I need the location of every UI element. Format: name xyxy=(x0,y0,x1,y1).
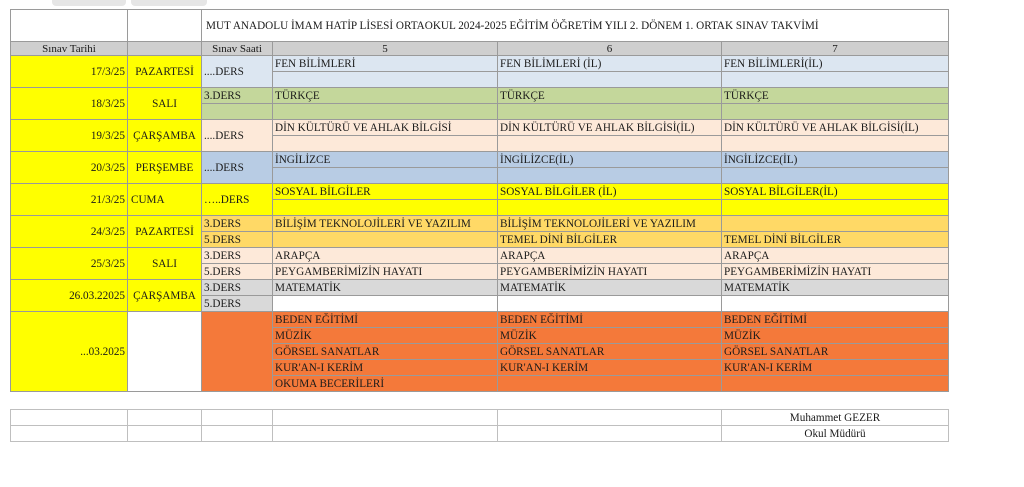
exam-date-cell[interactable]: 21/3/25 xyxy=(11,184,128,216)
exam-day-cell[interactable]: CUMA xyxy=(128,184,202,216)
schedule-row xyxy=(11,152,949,168)
final-subject-cell[interactable]: GÖRSEL SANATLAR xyxy=(722,344,949,360)
subject-cell[interactable] xyxy=(498,200,722,216)
subject-cell[interactable]: İNGİLİZCE(İL) xyxy=(722,152,949,168)
subject-cell[interactable]: BİLİŞİM TEKNOLOJİLERİ VE YAZILIM xyxy=(498,216,722,232)
subject-cell[interactable] xyxy=(498,168,722,184)
schedule-row xyxy=(11,216,949,232)
exam-day-cell[interactable]: PAZARTESİ xyxy=(128,56,202,88)
exam-schedule-table xyxy=(10,9,949,392)
final-subject-cell[interactable] xyxy=(722,376,949,392)
subject-cell[interactable]: PEYGAMBERİMİZİN HAYATI xyxy=(722,264,949,280)
exam-hour-cell[interactable]: 5.DERS xyxy=(202,232,273,248)
header-exam-date: Sınav Tarihi xyxy=(11,42,128,56)
subject-cell[interactable]: MATEMATİK xyxy=(722,280,949,296)
final-day-cell[interactable] xyxy=(128,312,202,392)
subject-cell[interactable] xyxy=(273,200,498,216)
subject-cell[interactable] xyxy=(722,216,949,232)
subject-cell[interactable] xyxy=(498,104,722,120)
principal-name[interactable]: Muhammet GEZER xyxy=(722,410,949,426)
signature-table xyxy=(10,409,949,442)
schedule-row xyxy=(11,56,949,72)
subject-cell[interactable] xyxy=(722,296,949,312)
header-row xyxy=(11,42,949,56)
final-subject-cell[interactable]: GÖRSEL SANATLAR xyxy=(273,344,498,360)
final-subject-cell[interactable]: KUR'AN-I KERİM xyxy=(498,360,722,376)
subject-cell[interactable]: TÜRKÇE xyxy=(498,88,722,104)
header-day xyxy=(128,42,202,56)
subject-cell[interactable]: TÜRKÇE xyxy=(722,88,949,104)
final-subject-cell[interactable]: MÜZİK xyxy=(273,328,498,344)
final-subject-cell[interactable] xyxy=(498,376,722,392)
exam-date-cell[interactable]: 19/3/25 xyxy=(11,120,128,152)
subject-cell[interactable]: ARAPÇA xyxy=(273,248,498,264)
final-subject-cell[interactable]: KUR'AN-I KERİM xyxy=(722,360,949,376)
final-subject-cell[interactable]: MÜZİK xyxy=(722,328,949,344)
subject-cell[interactable] xyxy=(722,168,949,184)
header-grade-5: 5 xyxy=(273,42,498,56)
title-empty-cell xyxy=(11,10,128,42)
final-subject-cell[interactable]: OKUMA BECERİLERİ xyxy=(273,376,498,392)
final-subject-cell[interactable]: MÜZİK xyxy=(498,328,722,344)
exam-day-cell[interactable]: PERŞEMBE xyxy=(128,152,202,184)
exam-hour-cell[interactable]: ....DERS xyxy=(202,152,273,184)
subject-cell[interactable]: ARAPÇA xyxy=(722,248,949,264)
empty-cell[interactable] xyxy=(128,426,202,442)
exam-day-cell[interactable]: ÇARŞAMBA xyxy=(128,120,202,152)
signature-row xyxy=(11,426,949,442)
exam-date-cell[interactable]: 17/3/25 xyxy=(11,56,128,88)
empty-cell[interactable] xyxy=(202,426,273,442)
exam-schedule-sheet xyxy=(10,9,949,392)
empty-cell[interactable] xyxy=(128,410,202,426)
title-empty-cell xyxy=(128,10,202,42)
subject-cell[interactable] xyxy=(273,72,498,88)
header-grade-7: 7 xyxy=(722,42,949,56)
signature-row xyxy=(11,410,949,426)
subject-cell[interactable]: FEN BİLİMLERİ xyxy=(273,56,498,72)
header-exam-hour: Sınav Saati xyxy=(202,42,273,56)
exam-day-cell[interactable]: SALI xyxy=(128,88,202,120)
schedule-row xyxy=(11,184,949,200)
exam-hour-cell[interactable]: 5.DERS xyxy=(202,264,273,280)
subject-cell[interactable]: SOSYAL BİLGİLER (İL) xyxy=(498,184,722,200)
final-subject-cell[interactable]: BEDEN EĞİTİMİ xyxy=(273,312,498,328)
exam-hour-cell[interactable]: 5.DERS xyxy=(202,296,273,312)
exam-date-cell[interactable]: 24/3/25 xyxy=(11,216,128,248)
final-row xyxy=(11,312,949,328)
subject-cell[interactable] xyxy=(722,200,949,216)
subject-cell[interactable]: TEMEL DİNİ BİLGİLER xyxy=(498,232,722,248)
exam-hour-cell[interactable]: ....DERS xyxy=(202,56,273,88)
subject-cell[interactable]: MATEMATİK xyxy=(273,280,498,296)
exam-hour-cell[interactable]: 3.DERS xyxy=(202,248,273,264)
exam-date-cell[interactable]: 26.03.22025 xyxy=(11,280,128,312)
subject-cell[interactable] xyxy=(273,168,498,184)
schedule-row xyxy=(11,248,949,264)
subject-cell[interactable]: DİN KÜLTÜRÜ VE AHLAK BİLGİSİ(İL) xyxy=(498,120,722,136)
subject-cell[interactable]: DİN KÜLTÜRÜ VE AHLAK BİLGİSİ xyxy=(273,120,498,136)
schedule-row xyxy=(11,88,949,104)
schedule-row xyxy=(11,280,949,296)
subject-cell[interactable]: TÜRKÇE xyxy=(273,88,498,104)
subject-cell[interactable]: TEMEL DİNİ BİLGİLER xyxy=(722,232,949,248)
empty-cell[interactable] xyxy=(11,426,128,442)
exam-hour-cell[interactable]: …..DERS xyxy=(202,184,273,216)
principal-role[interactable]: Okul Müdürü xyxy=(722,426,949,442)
empty-cell[interactable] xyxy=(202,410,273,426)
empty-cell[interactable] xyxy=(498,426,722,442)
exam-date-cell[interactable]: 20/3/25 xyxy=(11,152,128,184)
exam-date-cell[interactable]: 18/3/25 xyxy=(11,88,128,120)
exam-day-cell[interactable]: ÇARŞAMBA xyxy=(128,280,202,312)
empty-cell[interactable] xyxy=(498,410,722,426)
schedule-row xyxy=(11,120,949,136)
empty-cell[interactable] xyxy=(273,426,498,442)
subject-cell[interactable] xyxy=(273,296,498,312)
subject-cell[interactable] xyxy=(273,104,498,120)
final-subject-cell[interactable]: BEDEN EĞİTİMİ xyxy=(498,312,722,328)
subject-cell[interactable]: BİLİŞİM TEKNOLOJİLERİ VE YAZILIM xyxy=(273,216,498,232)
exam-date-cell[interactable]: 25/3/25 xyxy=(11,248,128,280)
exam-hour-cell[interactable] xyxy=(202,104,273,120)
subject-cell[interactable] xyxy=(498,296,722,312)
subject-cell[interactable] xyxy=(498,136,722,152)
sheet-tab-stub-1[interactable] xyxy=(52,0,126,6)
subject-cell[interactable]: İNGİLİZCE xyxy=(273,152,498,168)
exam-hour-cell[interactable]: 3.DERS xyxy=(202,280,273,296)
exam-hour-cell[interactable]: 3.DERS xyxy=(202,216,273,232)
subject-cell[interactable] xyxy=(722,104,949,120)
subject-cell[interactable] xyxy=(273,232,498,248)
final-subject-cell[interactable]: KUR'AN-I KERİM xyxy=(273,360,498,376)
exam-hour-cell[interactable]: ....DERS xyxy=(202,120,273,152)
exam-hour-cell[interactable]: 3.DERS xyxy=(202,88,273,104)
subject-cell[interactable]: SOSYAL BİLGİLER xyxy=(273,184,498,200)
subject-cell[interactable]: ARAPÇA xyxy=(498,248,722,264)
subject-cell[interactable] xyxy=(722,136,949,152)
subject-cell[interactable]: DİN KÜLTÜRÜ VE AHLAK BİLGİSİ(İL) xyxy=(722,120,949,136)
sheet-tab-stub-2[interactable] xyxy=(131,0,207,6)
empty-cell[interactable] xyxy=(11,410,128,426)
page-title: MUT ANADOLU İMAM HATİP LİSESİ ORTAOKUL 2024-2025 EĞİTİM ÖĞRETİM YILI 2. DÖNEM 1. ORTAK SINAV TAKVİMİ xyxy=(202,10,949,42)
final-hour-cell[interactable] xyxy=(202,312,273,392)
subject-cell[interactable] xyxy=(498,72,722,88)
final-subject-cell[interactable]: GÖRSEL SANATLAR xyxy=(498,344,722,360)
header-grade-6: 6 xyxy=(498,42,722,56)
subject-cell[interactable]: İNGİLİZCE(İL) xyxy=(498,152,722,168)
subject-cell[interactable]: FEN BİLİMLERİ (İL) xyxy=(498,56,722,72)
subject-cell[interactable] xyxy=(722,72,949,88)
subject-cell[interactable]: MATEMATİK xyxy=(498,280,722,296)
subject-cell[interactable]: FEN BİLİMLERİ(İL) xyxy=(722,56,949,72)
subject-cell[interactable]: PEYGAMBERİMİZİN HAYATI xyxy=(498,264,722,280)
final-subject-cell[interactable]: BEDEN EĞİTİMİ xyxy=(722,312,949,328)
subject-cell[interactable]: SOSYAL BİLGİLER(İL) xyxy=(722,184,949,200)
exam-day-cell[interactable]: SALI xyxy=(128,248,202,280)
subject-cell[interactable]: PEYGAMBERİMİZİN HAYATI xyxy=(273,264,498,280)
subject-cell[interactable] xyxy=(273,136,498,152)
exam-day-cell[interactable]: PAZARTESİ xyxy=(128,216,202,248)
title-row xyxy=(11,10,949,42)
empty-cell[interactable] xyxy=(273,410,498,426)
final-date-cell[interactable]: ...03.2025 xyxy=(11,312,128,392)
